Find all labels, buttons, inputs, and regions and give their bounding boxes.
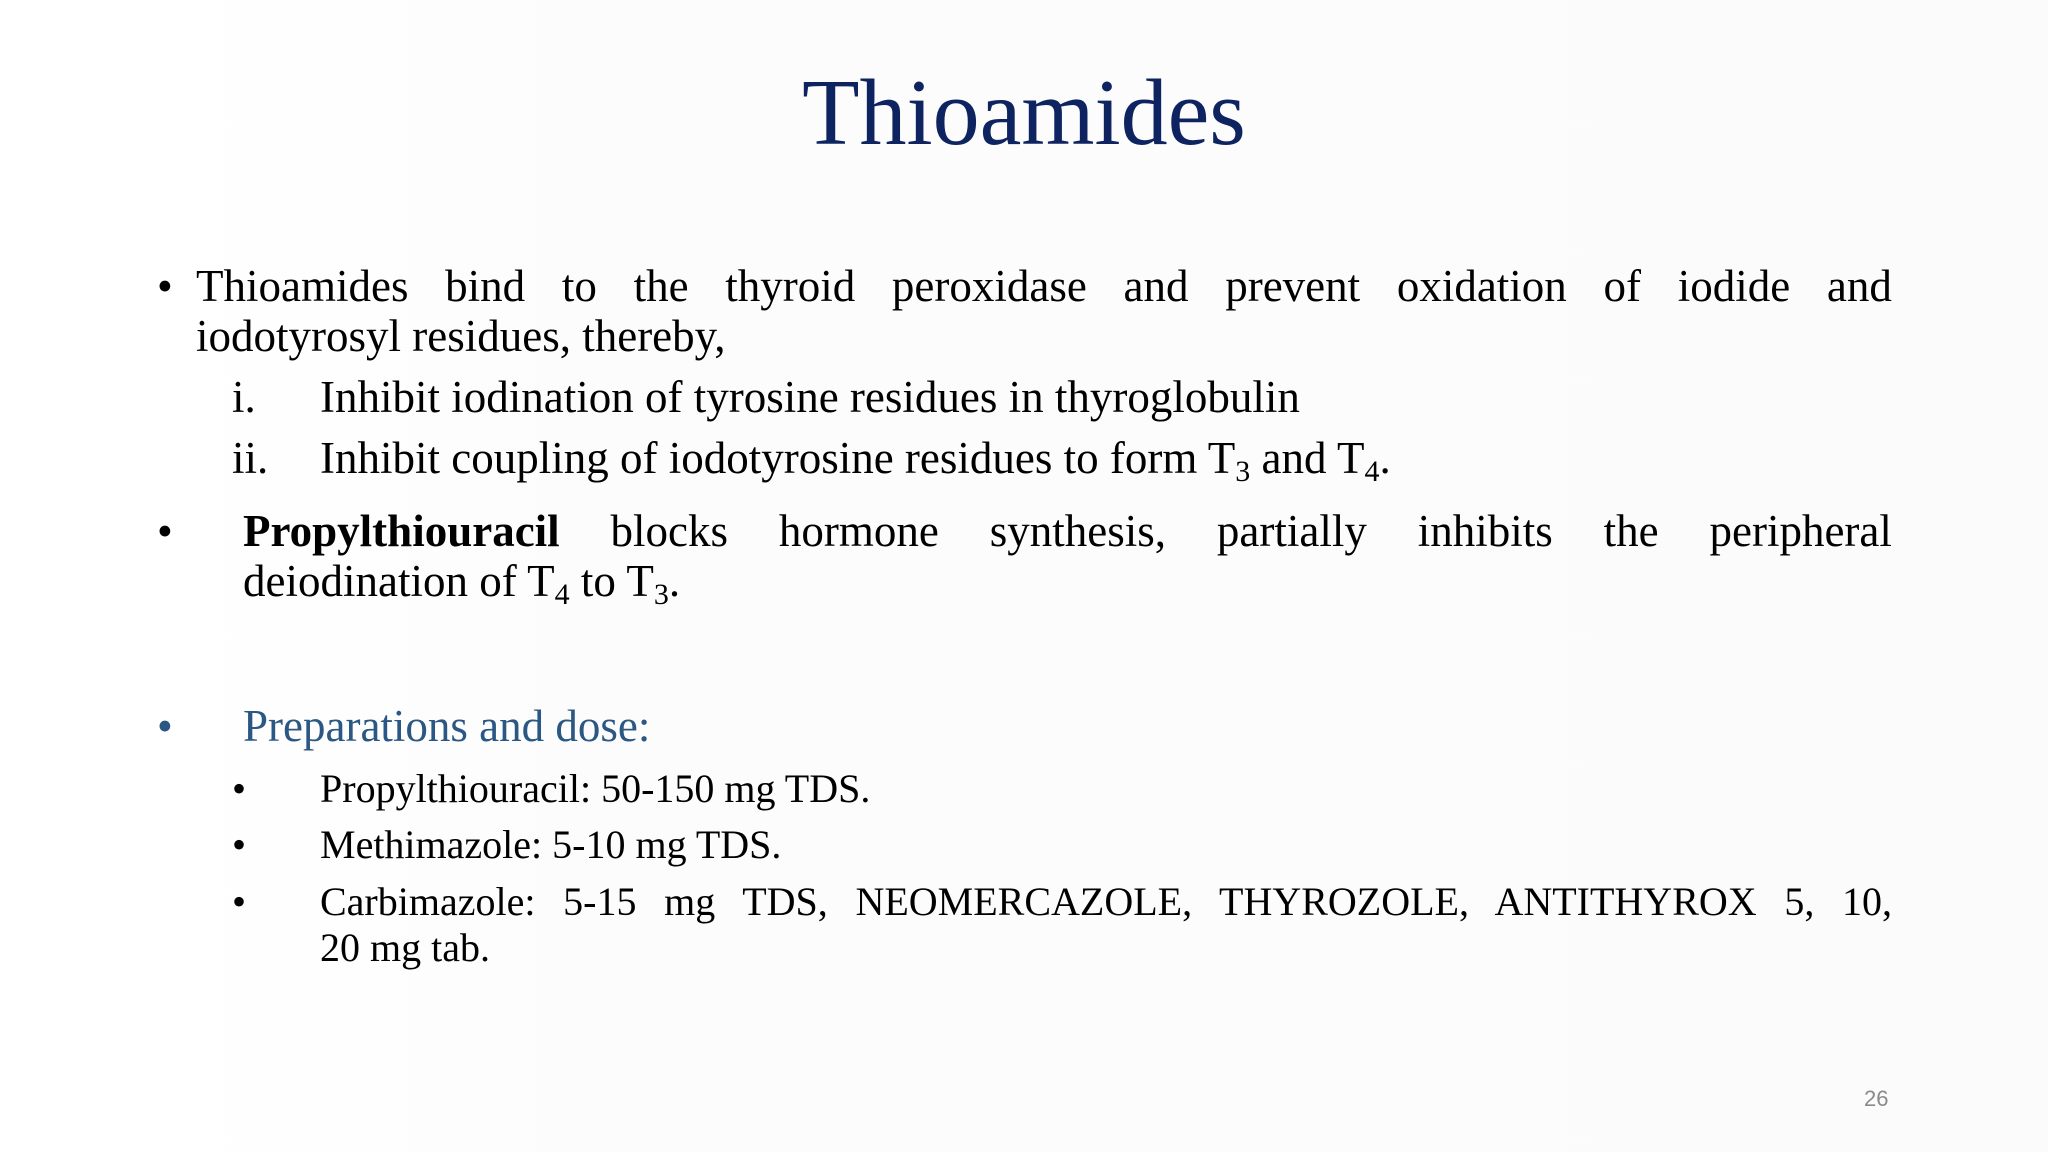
word: to: [561, 261, 597, 311]
word: the: [633, 261, 689, 311]
subscript: 3: [653, 578, 669, 611]
dose-item-3-line-1: Carbimazole: 5-15 mg TDS, NEOMERCAZOLE, THYROZOLE, ANTITHYROX 5, 10,: [320, 879, 1892, 924]
bullet-2-line-2: [243, 555, 681, 611]
bullet-1-line-2: iodotyrosyl residues, thereby,: [196, 311, 726, 361]
drug-name-bold: Propylthiouracil: [243, 506, 560, 556]
bullet-3-marker: •: [157, 701, 173, 751]
preparations-heading: Preparations and dose:: [243, 701, 651, 751]
text-part: Inhibit coupling of iodotyrosine residues to form T: [320, 433, 1236, 483]
sub-item-1-marker: i.: [232, 372, 256, 422]
dose-item-3-marker: •: [232, 879, 247, 924]
subscript: 4: [1364, 455, 1380, 488]
dose-item-1: Propylthiouracil: 50-150 mg TDS.: [320, 766, 871, 811]
bullet-2-marker: •: [157, 506, 173, 556]
word: peroxidase: [891, 261, 1087, 311]
text-part: .: [668, 556, 681, 606]
sub-item-2-text: [320, 432, 1391, 488]
text-part: and T: [1250, 433, 1365, 483]
word: bind: [445, 261, 526, 311]
word: Thioamides: [196, 261, 409, 311]
word: blocks: [610, 506, 729, 556]
word: inhibits: [1417, 506, 1553, 556]
word: partially: [1216, 506, 1367, 556]
bullet-2-line-1: [243, 505, 1892, 557]
word: iodide: [1677, 261, 1791, 311]
text-part: .: [1379, 433, 1391, 483]
sub-item-2-marker: ii.: [232, 433, 269, 483]
dose-item-2-marker: •: [232, 822, 247, 867]
dose-item-1-marker: •: [232, 766, 247, 811]
subscript: 3: [1235, 455, 1251, 488]
word: oxidation: [1396, 261, 1567, 311]
word: synthesis,: [989, 506, 1167, 556]
word: prevent: [1225, 261, 1361, 311]
word: and: [1826, 261, 1892, 311]
text-part: to T: [569, 556, 654, 606]
dose-item-2: Methimazole: 5-10 mg TDS.: [320, 822, 782, 867]
word: the: [1603, 506, 1659, 556]
subscript: 4: [554, 578, 570, 611]
sub-item-1-text: Inhibit iodination of tyrosine residues in thyroglobulin: [320, 372, 1300, 422]
word: and: [1123, 261, 1189, 311]
text-part: deiodination of T: [243, 556, 555, 606]
bullet-1-marker: •: [157, 261, 173, 311]
dose-item-3-line-2: 20 mg tab.: [320, 925, 490, 970]
word: thyroid: [725, 261, 856, 311]
slide-title: Thioamides: [802, 61, 1246, 165]
bullet-1-line-1: [196, 260, 1892, 312]
page-number: 26: [1864, 1086, 1889, 1111]
word: hormone: [778, 506, 939, 556]
word: of: [1603, 261, 1641, 311]
word: peripheral: [1709, 506, 1892, 556]
